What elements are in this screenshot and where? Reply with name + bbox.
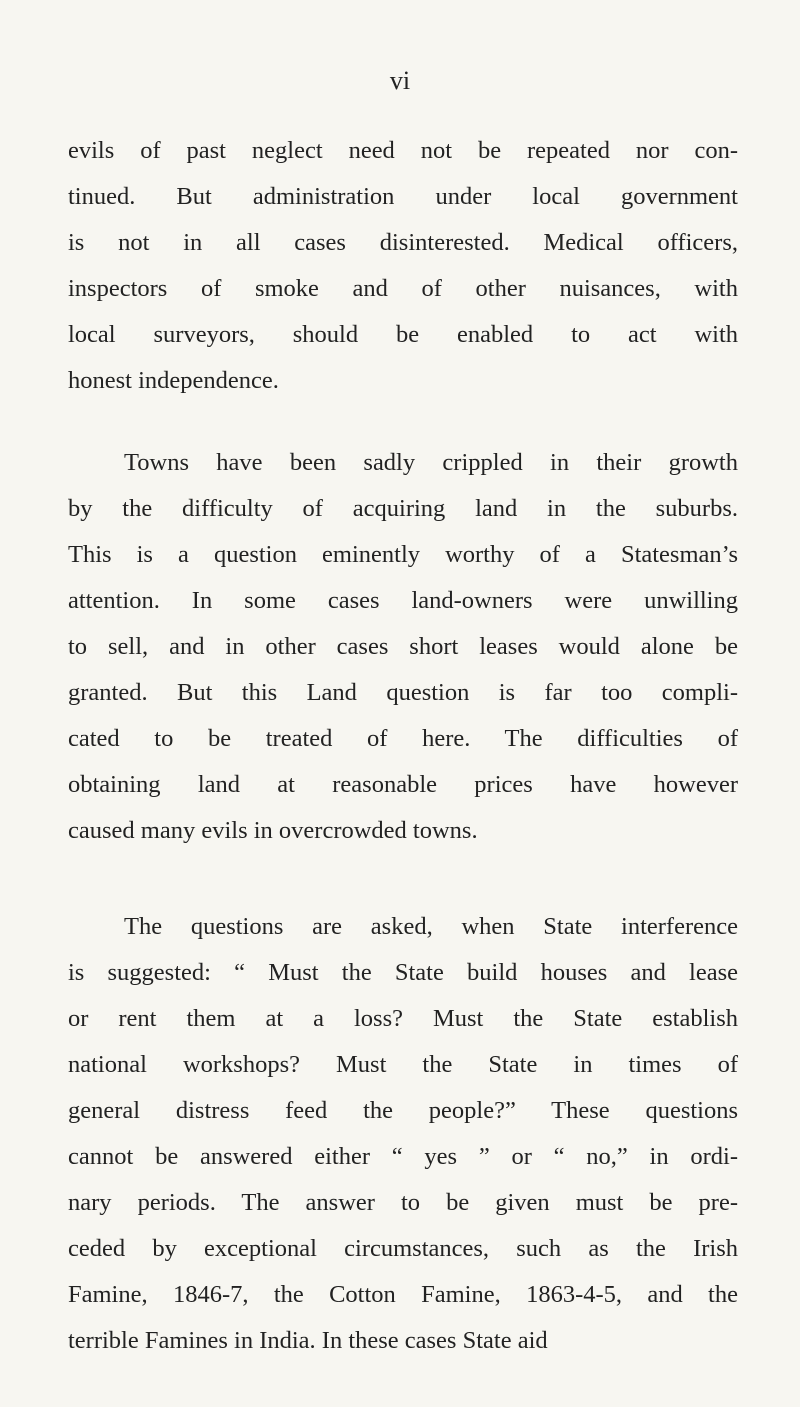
text-line: tinued. But administration under local government — [68, 183, 738, 210]
text-line: inspectors of smoke and of other nuisances, with — [68, 275, 738, 302]
text-line: general distress feed the people?” These questions — [68, 1097, 738, 1124]
paragraph-gap — [68, 854, 738, 904]
text-line: The questions are asked, when State interference — [124, 913, 738, 940]
paragraph-3 — [68, 904, 738, 1364]
text-line: cated to be treated of here. The difficulties of — [68, 725, 738, 752]
text-line: ceded by exceptional circumstances, such as the Irish — [68, 1235, 738, 1262]
text-line: is not in all cases disinterested. Medical officers, — [68, 229, 738, 256]
text-line: cannot be answered either “ yes ” or “ no,” in ordi- — [68, 1143, 738, 1170]
text-line: This is a question eminently worthy of a Statesman’s — [68, 541, 738, 568]
text-line: caused many evils in overcrowded towns. — [68, 817, 478, 844]
body-text — [68, 128, 738, 1364]
text-line: terrible Famines in India. In these cases State aid — [68, 1327, 548, 1354]
text-line: obtaining land at reasonable prices have however — [68, 771, 738, 798]
text-line: or rent them at a loss? Must the State establish — [68, 1005, 738, 1032]
paragraph-2 — [68, 440, 738, 854]
text-line: national workshops? Must the State in times of — [68, 1051, 738, 1078]
paragraph-1 — [68, 128, 738, 404]
page-number: vi — [389, 66, 411, 95]
paragraph-gap — [68, 404, 738, 440]
text-line: Towns have been sadly crippled in their growth — [124, 449, 738, 476]
text-line: is suggested: “ Must the State build houses and lease — [68, 959, 738, 986]
text-line: to sell, and in other cases short leases would alone be — [68, 633, 738, 660]
text-line: Famine, 1846-7, the Cotton Famine, 1863-4-5, and the — [68, 1281, 738, 1308]
text-line: nary periods. The answer to be given must be pre- — [68, 1189, 738, 1216]
text-line: honest independence. — [68, 367, 279, 394]
text-line: local surveyors, should be enabled to act with — [68, 321, 738, 348]
text-line: by the difficulty of acquiring land in the suburbs. — [68, 495, 738, 522]
text-line: granted. But this Land question is far too compli- — [68, 679, 738, 706]
text-line: evils of past neglect need not be repeated nor con- — [68, 137, 738, 164]
text-line: attention. In some cases land-owners were unwilling — [68, 587, 738, 614]
